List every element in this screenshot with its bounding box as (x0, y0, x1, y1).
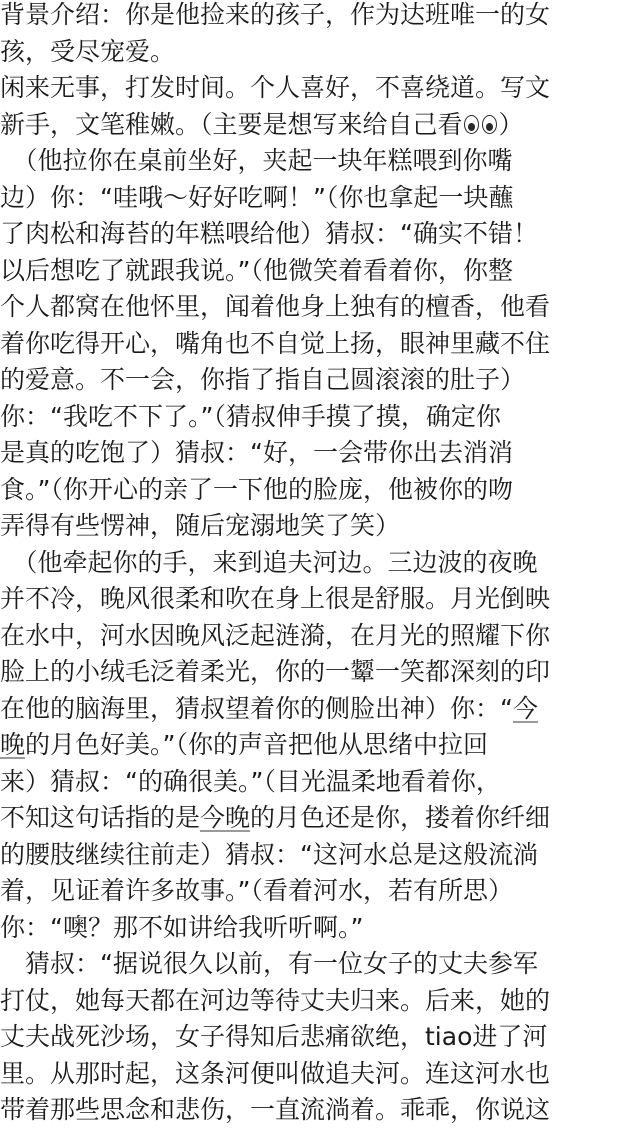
text-line-13: 是真的吃饱了）猜叔：“好，一会带你出去消消 (0, 438, 513, 467)
text-line-4-tail: ） (498, 109, 524, 139)
text-line-2: 孩，受尽宠爱。 (0, 36, 176, 66)
text-line-3: 闲来无事，打发时间。个人喜好，不喜绕道。写文 (0, 73, 551, 102)
text-line-24: 的腰肢继续往前走）猜叔：“这河水总是这般流淌 (0, 839, 538, 869)
text-line-30: 里。从那时起，这条河便叫做追夫河。连这河水也 (0, 1058, 551, 1088)
text-line-5: （他拉你在桌前坐好，夹起一块年糕喂到你嘴 (0, 146, 513, 175)
eyes-icon (463, 113, 499, 135)
text-line-7: 了肉松和海苔的年糕喂给他）猜叔：“确实不错！ (0, 219, 538, 248)
text-line-20-main: 在他的脑海里，猜叔望着你的侧脸出神）你：“ (0, 693, 513, 723)
text-line-11: 的爱意。不一会，你指了指自己圆滚滚的肚子） (0, 365, 526, 394)
text-line-17: 并不冷，晚风很柔和吹在身上很是舒服。月光倒映 (0, 584, 551, 613)
text-line-10: 着你吃得开心，嘴角也不自觉上扬，眼神里藏不住 (0, 328, 551, 358)
text-line-29: 丈夫战死沙场，女子得知后悲痛欲绝，tiao进了河 (0, 1022, 548, 1051)
text-line-21-underlined: 晚 (0, 730, 26, 759)
text-line-28: 打仗，她每天都在河边等待丈夫归来。后来，她的 (0, 985, 551, 1015)
text-line-23-main: 不知这句话指的是 (0, 803, 201, 832)
text-line-9: 个人都窝在他怀里，闻着他身上独有的檀香，他看 (0, 292, 551, 321)
text-line-4-main: 新手，文笔稚嫩。（主要是想写来给自己看 (0, 109, 463, 139)
text-line-22: 来）猜叔：“的确很美。”（目光温柔地看着你， (0, 766, 501, 796)
text-line-23-tail: 的月色还是你，搂着你纤细 (250, 803, 551, 832)
text-line-20 (0, 691, 538, 728)
text-line-1: 背景介绍：你是他捡来的孩子，作为达班唯一的女 (0, 0, 551, 29)
text-line-18: 在水中，河水因晚风泛起涟漪，在月光的照耀下你 (0, 620, 551, 650)
text-line-21 (0, 727, 488, 764)
text-line-26: 你：“噢？那不如讲给我听听啊。” (0, 912, 364, 942)
text-line-23-underlined: 今晚 (200, 803, 251, 832)
text-line-27: 猜叔：“据说很久以前，有一位女子的丈夫参军 (0, 949, 538, 978)
text-line-6: 边）你：“哇哦～好好吃啊！”（你也拿起一块蘸 (0, 182, 514, 212)
text-line-4 (0, 107, 524, 144)
text-line-19: 脸上的小绒毛泛着柔光，你的一颦一笑都深刻的印 (0, 657, 551, 686)
text-line-31: 带着那些思念和悲伤，一直流淌着。乖乖，你说这 (0, 1095, 551, 1124)
text-line-12: 你：“我吃不下了。”（猜叔伸手摸了摸，确定你 (0, 401, 501, 431)
text-line-15: 弄得有些愣神，随后宠溺地笑了笑） (0, 511, 401, 540)
text-line-16: （他牵起你的手，来到追夫河边。三边波的夜晚 (0, 547, 538, 577)
text-line-20-underlined: 今 (512, 693, 538, 723)
text-line-25: 着，见证着许多故事。”（看着河水，若有所思） (0, 876, 513, 905)
text-line-8: 以后想吃了就跟我说。”（他微笑着看着你，你整 (0, 255, 513, 285)
text-line-23 (0, 800, 550, 837)
text-line-21-main: 的月色好美。”（你的声音把他从思绪中拉回 (25, 730, 488, 759)
text-line-14: 食。”（你开心的亲了一下他的脸庞，他被你的吻 (0, 474, 513, 504)
